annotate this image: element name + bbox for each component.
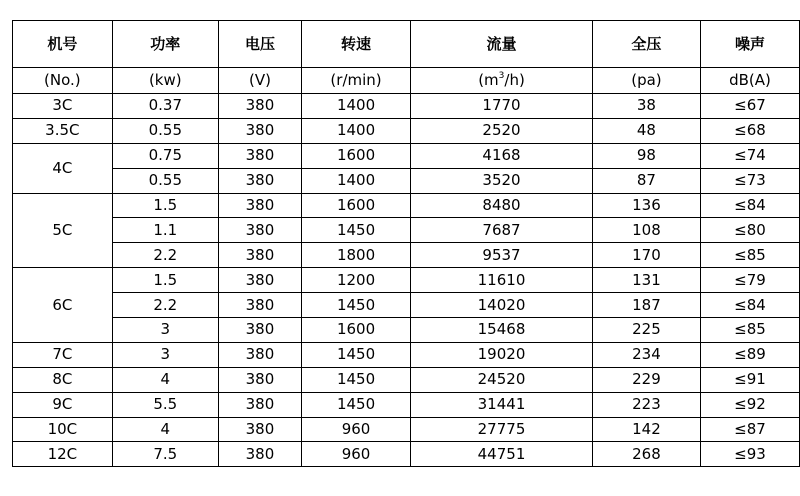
voltage-cell: 380: [218, 367, 301, 392]
speed-cell: 1600: [302, 318, 411, 343]
speed-cell: 1450: [302, 293, 411, 318]
pressure-cell: 136: [592, 193, 700, 218]
noise-cell: ≤93: [700, 442, 799, 467]
power-cell: 3: [112, 342, 218, 367]
flow-cell: 31441: [411, 392, 593, 417]
power-cell: 0.75: [112, 143, 218, 168]
col-header-model: 机号: [13, 21, 113, 68]
noise-cell: ≤80: [700, 218, 799, 243]
speed-cell: 960: [302, 442, 411, 467]
table-row: [13, 367, 800, 392]
unit-model: (No.): [13, 68, 113, 94]
voltage-cell: 380: [218, 193, 301, 218]
flow-cell: 9537: [411, 243, 593, 268]
unit-voltage: (V): [218, 68, 301, 94]
table-row: [13, 318, 800, 343]
speed-cell: 1800: [302, 243, 411, 268]
col-header-power: 功率: [112, 21, 218, 68]
unit-flow-sup: 3: [498, 71, 505, 81]
model-cell: 3.5C: [13, 118, 113, 143]
pressure-cell: 187: [592, 293, 700, 318]
pressure-cell: 234: [592, 342, 700, 367]
table-row: [13, 268, 800, 293]
model-cell: 8C: [13, 367, 113, 392]
power-cell: 7.5: [112, 442, 218, 467]
noise-cell: ≤89: [700, 342, 799, 367]
flow-cell: 11610: [411, 268, 593, 293]
voltage-cell: 380: [218, 143, 301, 168]
voltage-cell: 380: [218, 218, 301, 243]
model-cell: 7C: [13, 342, 113, 367]
flow-cell: 8480: [411, 193, 593, 218]
flow-cell: 44751: [411, 442, 593, 467]
speed-cell: 1450: [302, 367, 411, 392]
voltage-cell: 380: [218, 168, 301, 193]
power-cell: 2.2: [112, 293, 218, 318]
pressure-cell: 48: [592, 118, 700, 143]
table-row: [13, 168, 800, 193]
model-cell: 4C: [13, 143, 113, 193]
unit-flow: [411, 68, 593, 94]
model-cell: 5C: [13, 193, 113, 268]
noise-cell: ≤85: [700, 243, 799, 268]
pressure-cell: 223: [592, 392, 700, 417]
power-cell: 2.2: [112, 243, 218, 268]
flow-cell: 3520: [411, 168, 593, 193]
header-row: [13, 21, 800, 68]
pressure-cell: 268: [592, 442, 700, 467]
flow-cell: 27775: [411, 417, 593, 442]
noise-cell: ≤92: [700, 392, 799, 417]
col-header-speed: 转速: [302, 21, 411, 68]
model-cell: 12C: [13, 442, 113, 467]
table-row: [13, 94, 800, 119]
noise-cell: ≤85: [700, 318, 799, 343]
table-row: [13, 442, 800, 467]
table-row: [13, 193, 800, 218]
table-row: [13, 118, 800, 143]
voltage-cell: 380: [218, 268, 301, 293]
voltage-cell: 380: [218, 293, 301, 318]
voltage-cell: 380: [218, 243, 301, 268]
noise-cell: ≤87: [700, 417, 799, 442]
noise-cell: ≤84: [700, 193, 799, 218]
noise-cell: ≤68: [700, 118, 799, 143]
pressure-cell: 131: [592, 268, 700, 293]
speed-cell: 1400: [302, 168, 411, 193]
pressure-cell: 170: [592, 243, 700, 268]
speed-cell: 1450: [302, 392, 411, 417]
voltage-cell: 380: [218, 442, 301, 467]
table-row: [13, 218, 800, 243]
col-header-noise: 噪声: [700, 21, 799, 68]
noise-cell: ≤79: [700, 268, 799, 293]
pressure-cell: 229: [592, 367, 700, 392]
unit-flow-pre: (m: [478, 71, 499, 89]
noise-cell: ≤73: [700, 168, 799, 193]
flow-cell: 24520: [411, 367, 593, 392]
noise-cell: ≤91: [700, 367, 799, 392]
noise-cell: ≤84: [700, 293, 799, 318]
voltage-cell: 380: [218, 318, 301, 343]
noise-cell: ≤74: [700, 143, 799, 168]
col-header-voltage: 电压: [218, 21, 301, 68]
pressure-cell: 142: [592, 417, 700, 442]
speed-cell: 1400: [302, 94, 411, 119]
speed-cell: 1450: [302, 342, 411, 367]
power-cell: 0.55: [112, 168, 218, 193]
flow-cell: 4168: [411, 143, 593, 168]
table-row: [13, 342, 800, 367]
speed-cell: 1600: [302, 193, 411, 218]
model-cell: 9C: [13, 392, 113, 417]
table-row: [13, 143, 800, 168]
model-cell: 10C: [13, 417, 113, 442]
model-cell: 3C: [13, 94, 113, 119]
unit-noise: dB(A): [700, 68, 799, 94]
table-row: [13, 293, 800, 318]
pressure-cell: 98: [592, 143, 700, 168]
speed-cell: 1600: [302, 143, 411, 168]
power-cell: 0.37: [112, 94, 218, 119]
power-cell: 1.5: [112, 193, 218, 218]
unit-flow-post: /h): [504, 71, 525, 89]
power-cell: 1.1: [112, 218, 218, 243]
voltage-cell: 380: [218, 94, 301, 119]
unit-pressure: (pa): [592, 68, 700, 94]
flow-cell: 19020: [411, 342, 593, 367]
speed-cell: 1450: [302, 218, 411, 243]
speed-cell: 1200: [302, 268, 411, 293]
power-cell: 5.5: [112, 392, 218, 417]
power-cell: 4: [112, 367, 218, 392]
table-row: [13, 243, 800, 268]
flow-cell: 1770: [411, 94, 593, 119]
flow-cell: 14020: [411, 293, 593, 318]
table-body: [13, 94, 800, 467]
col-header-pressure: 全压: [592, 21, 700, 68]
table-row: [13, 392, 800, 417]
pressure-cell: 225: [592, 318, 700, 343]
table-row: [13, 417, 800, 442]
unit-power: (kw): [112, 68, 218, 94]
unit-speed: (r/min): [302, 68, 411, 94]
voltage-cell: 380: [218, 118, 301, 143]
model-cell: 6C: [13, 268, 113, 343]
power-cell: 1.5: [112, 268, 218, 293]
unit-row: [13, 68, 800, 94]
noise-cell: ≤67: [700, 94, 799, 119]
power-cell: 0.55: [112, 118, 218, 143]
power-cell: 4: [112, 417, 218, 442]
speed-cell: 960: [302, 417, 411, 442]
voltage-cell: 380: [218, 392, 301, 417]
flow-cell: 15468: [411, 318, 593, 343]
voltage-cell: 380: [218, 342, 301, 367]
fan-spec-table: [12, 20, 800, 467]
voltage-cell: 380: [218, 417, 301, 442]
flow-cell: 2520: [411, 118, 593, 143]
pressure-cell: 87: [592, 168, 700, 193]
power-cell: 3: [112, 318, 218, 343]
col-header-flow: 流量: [411, 21, 593, 68]
pressure-cell: 108: [592, 218, 700, 243]
pressure-cell: 38: [592, 94, 700, 119]
flow-cell: 7687: [411, 218, 593, 243]
speed-cell: 1400: [302, 118, 411, 143]
